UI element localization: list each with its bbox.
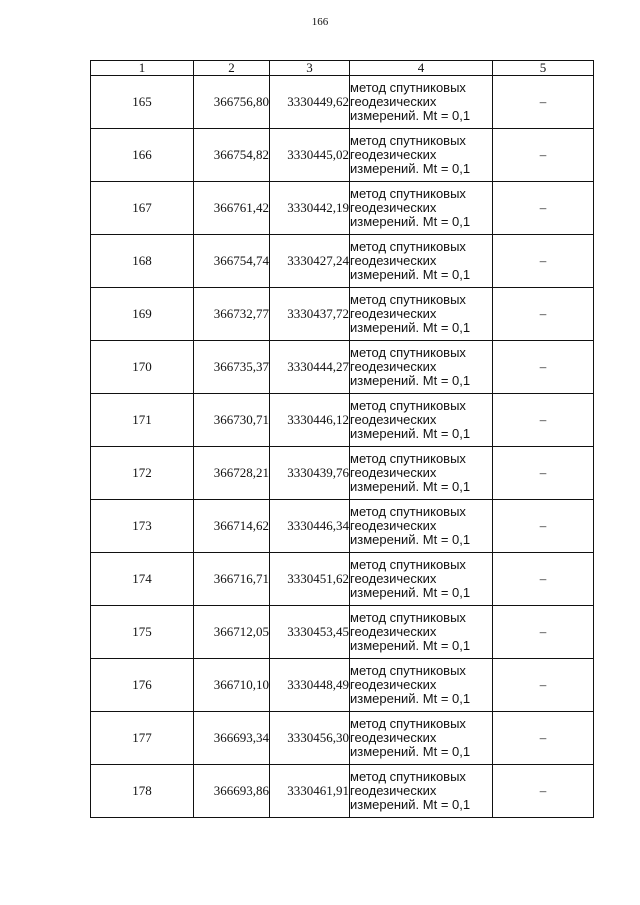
method-cell — [350, 500, 493, 553]
point-number-cell: 178 — [91, 765, 194, 818]
method-line: измерений. Mt = 0,1 — [350, 532, 471, 547]
x-coordinate-cell: 366728,21 — [194, 447, 270, 500]
x-coordinate-cell: 366693,86 — [194, 765, 270, 818]
method-line: геодезических — [350, 571, 437, 586]
method-line: метод спутниковых — [350, 557, 466, 572]
column-5-cell: – — [493, 606, 594, 659]
x-coordinate-cell: 366754,74 — [194, 235, 270, 288]
method-line: геодезических — [350, 306, 437, 321]
point-number-cell: 176 — [91, 659, 194, 712]
method-cell — [350, 765, 493, 818]
table-row — [91, 447, 594, 500]
table-row — [91, 500, 594, 553]
method-line: геодезических — [350, 518, 437, 533]
method-line: измерений. Mt = 0,1 — [350, 108, 471, 123]
coordinates-table — [90, 60, 594, 818]
y-coordinate-cell: 3330427,24 — [270, 235, 350, 288]
method-line: метод спутниковых — [350, 663, 466, 678]
point-number-cell: 168 — [91, 235, 194, 288]
table-row — [91, 341, 594, 394]
method-line: метод спутниковых — [350, 716, 466, 731]
method-line: измерений. Mt = 0,1 — [350, 320, 471, 335]
method-line: метод спутниковых — [350, 398, 466, 413]
method-line: метод спутниковых — [350, 769, 466, 784]
method-line: метод спутниковых — [350, 239, 466, 254]
point-number-cell: 169 — [91, 288, 194, 341]
method-cell — [350, 235, 493, 288]
column-5-cell: – — [493, 765, 594, 818]
method-line: метод спутниковых — [350, 186, 466, 201]
method-line: измерений. Mt = 0,1 — [350, 797, 471, 812]
x-coordinate-cell: 366732,77 — [194, 288, 270, 341]
point-number-cell: 174 — [91, 553, 194, 606]
method-line: метод спутниковых — [350, 133, 466, 148]
y-coordinate-cell: 3330449,62 — [270, 76, 350, 129]
y-coordinate-cell: 3330446,12 — [270, 394, 350, 447]
column-5-cell: – — [493, 712, 594, 765]
method-line: метод спутниковых — [350, 451, 466, 466]
x-coordinate-cell: 366714,62 — [194, 500, 270, 553]
column-5-cell: – — [493, 129, 594, 182]
method-cell — [350, 712, 493, 765]
x-coordinate-cell: 366716,71 — [194, 553, 270, 606]
y-coordinate-cell: 3330461,91 — [270, 765, 350, 818]
table-row — [91, 712, 594, 765]
method-line: измерений. Mt = 0,1 — [350, 691, 471, 706]
column-5-cell: – — [493, 341, 594, 394]
method-line: измерений. Mt = 0,1 — [350, 585, 471, 600]
column-5-cell: – — [493, 553, 594, 606]
method-line: измерений. Mt = 0,1 — [350, 267, 471, 282]
page-number: 166 — [311, 16, 329, 28]
point-number-cell: 177 — [91, 712, 194, 765]
column-header-4: 4 — [350, 61, 493, 76]
table-row — [91, 129, 594, 182]
table-row — [91, 182, 594, 235]
method-line: геодезических — [350, 677, 437, 692]
point-number-cell: 175 — [91, 606, 194, 659]
y-coordinate-cell: 3330439,76 — [270, 447, 350, 500]
table-row — [91, 288, 594, 341]
point-number-cell: 167 — [91, 182, 194, 235]
column-header-2: 2 — [194, 61, 270, 76]
method-line: геодезических — [350, 147, 437, 162]
method-cell — [350, 288, 493, 341]
column-5-cell: – — [493, 500, 594, 553]
y-coordinate-cell: 3330437,72 — [270, 288, 350, 341]
column-5-cell: – — [493, 659, 594, 712]
method-line: геодезических — [350, 465, 437, 480]
method-line: измерений. Mt = 0,1 — [350, 161, 471, 176]
method-line: геодезических — [350, 94, 437, 109]
column-header-3: 3 — [270, 61, 350, 76]
method-line: измерений. Mt = 0,1 — [350, 373, 471, 388]
table-row — [91, 394, 594, 447]
x-coordinate-cell: 366756,80 — [194, 76, 270, 129]
point-number-cell: 170 — [91, 341, 194, 394]
point-number-cell: 173 — [91, 500, 194, 553]
method-cell — [350, 553, 493, 606]
point-number-cell: 166 — [91, 129, 194, 182]
table-row — [91, 765, 594, 818]
column-header-5: 5 — [493, 61, 594, 76]
x-coordinate-cell: 366730,71 — [194, 394, 270, 447]
method-line: измерений. Mt = 0,1 — [350, 426, 471, 441]
x-coordinate-cell: 366761,42 — [194, 182, 270, 235]
method-line: метод спутниковых — [350, 80, 466, 95]
method-line: измерений. Mt = 0,1 — [350, 744, 471, 759]
table-body — [91, 76, 594, 818]
method-line: геодезических — [350, 253, 437, 268]
y-coordinate-cell: 3330445,02 — [270, 129, 350, 182]
method-line: метод спутниковых — [350, 345, 466, 360]
method-line: измерений. Mt = 0,1 — [350, 638, 471, 653]
method-line: геодезических — [350, 200, 437, 215]
method-line: измерений. Mt = 0,1 — [350, 214, 471, 229]
y-coordinate-cell: 3330451,62 — [270, 553, 350, 606]
table-row — [91, 553, 594, 606]
method-cell — [350, 182, 493, 235]
method-cell — [350, 129, 493, 182]
x-coordinate-cell: 366754,82 — [194, 129, 270, 182]
column-5-cell: – — [493, 447, 594, 500]
table-header-row — [91, 61, 594, 76]
column-5-cell: – — [493, 394, 594, 447]
method-line: геодезических — [350, 412, 437, 427]
method-cell — [350, 394, 493, 447]
method-cell — [350, 341, 493, 394]
method-line: геодезических — [350, 783, 437, 798]
point-number-cell: 172 — [91, 447, 194, 500]
method-cell — [350, 76, 493, 129]
x-coordinate-cell: 366712,05 — [194, 606, 270, 659]
method-line: измерений. Mt = 0,1 — [350, 479, 471, 494]
method-cell — [350, 659, 493, 712]
method-cell — [350, 447, 493, 500]
table-row — [91, 606, 594, 659]
x-coordinate-cell: 366735,37 — [194, 341, 270, 394]
y-coordinate-cell: 3330453,45 — [270, 606, 350, 659]
y-coordinate-cell: 3330444,27 — [270, 341, 350, 394]
x-coordinate-cell: 366693,34 — [194, 712, 270, 765]
column-5-cell: – — [493, 182, 594, 235]
column-5-cell: – — [493, 235, 594, 288]
method-line: геодезических — [350, 730, 437, 745]
method-line: метод спутниковых — [350, 292, 466, 307]
point-number-cell: 171 — [91, 394, 194, 447]
y-coordinate-cell: 3330448,49 — [270, 659, 350, 712]
column-header-1: 1 — [91, 61, 194, 76]
method-line: метод спутниковых — [350, 610, 466, 625]
method-cell — [350, 606, 493, 659]
table-row — [91, 659, 594, 712]
x-coordinate-cell: 366710,10 — [194, 659, 270, 712]
column-5-cell: – — [493, 76, 594, 129]
y-coordinate-cell: 3330456,30 — [270, 712, 350, 765]
table-row — [91, 76, 594, 129]
method-line: геодезических — [350, 359, 437, 374]
y-coordinate-cell: 3330442,19 — [270, 182, 350, 235]
method-line: метод спутниковых — [350, 504, 466, 519]
y-coordinate-cell: 3330446,34 — [270, 500, 350, 553]
method-line: геодезических — [350, 624, 437, 639]
column-5-cell: – — [493, 288, 594, 341]
point-number-cell: 165 — [91, 76, 194, 129]
table-row — [91, 235, 594, 288]
